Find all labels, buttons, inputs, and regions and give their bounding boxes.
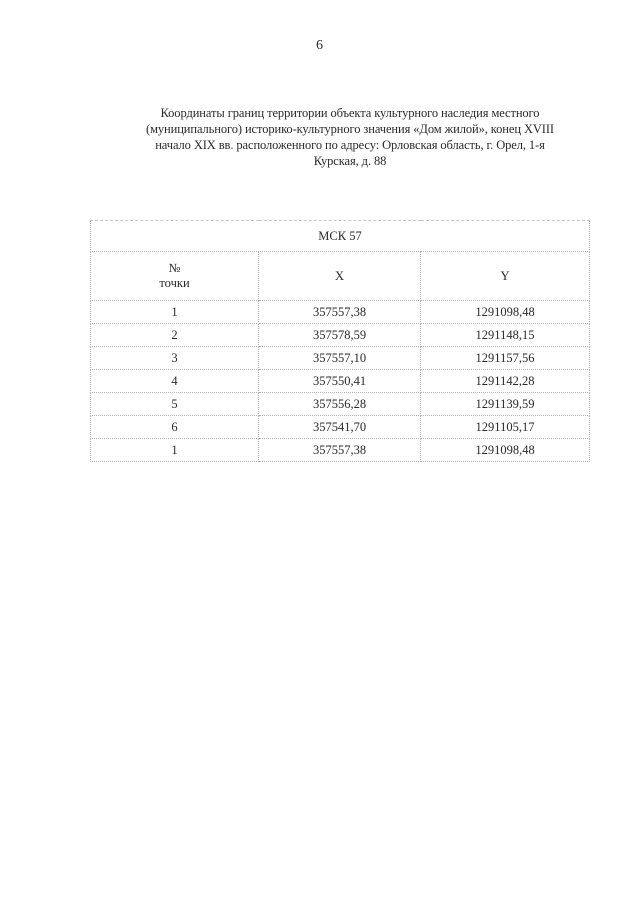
point-number-cell: 3	[91, 347, 259, 370]
y-header: Y	[421, 252, 590, 301]
table-row	[91, 393, 590, 416]
coordinates-table	[90, 220, 590, 462]
point-number-header-word: точки	[159, 276, 190, 290]
table-title-row	[91, 221, 590, 252]
point-number-cell: 2	[91, 324, 259, 347]
point-number-cell: 4	[91, 370, 259, 393]
table-row	[91, 370, 590, 393]
y-cell: 1291148,15	[421, 324, 590, 347]
point-number-cell: 1	[91, 439, 259, 462]
point-number-cell: 6	[91, 416, 259, 439]
heading-line: начало XIX вв. расположенного по адресу: Орловская область, г. Орел, 1-я	[155, 138, 545, 152]
point-number-cell: 1	[91, 301, 259, 324]
point-number-cell: 5	[91, 393, 259, 416]
x-cell: 357556,28	[259, 393, 421, 416]
x-cell: 357541,70	[259, 416, 421, 439]
table-row	[91, 416, 590, 439]
table-row	[91, 324, 590, 347]
x-cell: 357550,41	[259, 370, 421, 393]
y-cell: 1291105,17	[421, 416, 590, 439]
point-number-header	[91, 252, 259, 301]
x-cell: 357578,59	[259, 324, 421, 347]
point-number-header-symbol: №	[168, 261, 181, 275]
x-header: X	[259, 252, 421, 301]
y-cell: 1291098,48	[421, 439, 590, 462]
heading-line: Курская, д. 88	[313, 154, 387, 168]
x-cell: 357557,38	[259, 301, 421, 324]
y-cell: 1291139,59	[421, 393, 590, 416]
y-cell: 1291098,48	[421, 301, 590, 324]
heading-line: (муниципального) историко-культурного значения «Дом жилой», конец XVIII	[146, 122, 554, 136]
table-row	[91, 439, 590, 462]
y-cell: 1291157,56	[421, 347, 590, 370]
table-header-row	[91, 252, 590, 301]
table-row	[91, 301, 590, 324]
y-cell: 1291142,28	[421, 370, 590, 393]
x-cell: 357557,10	[259, 347, 421, 370]
table-row	[91, 347, 590, 370]
x-cell: 357557,38	[259, 439, 421, 462]
coordinate-system-label: МСК 57	[91, 221, 590, 252]
page-number: 6	[316, 38, 323, 53]
document-heading	[110, 105, 590, 169]
heading-line: Координаты границ территории объекта культурного наследия местного	[160, 106, 540, 120]
